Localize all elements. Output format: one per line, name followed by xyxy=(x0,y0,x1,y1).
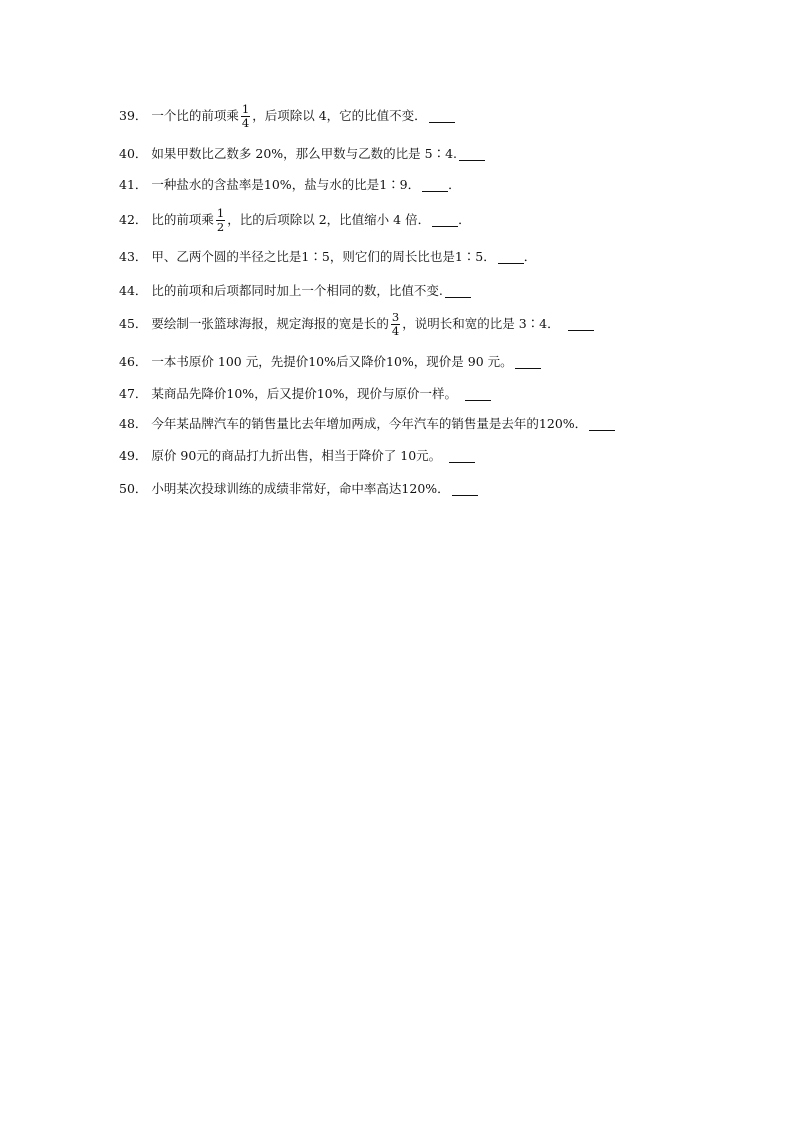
question-42 xyxy=(119,205,471,234)
question-50 xyxy=(119,480,478,498)
question-39 xyxy=(119,101,455,130)
question-number: 47． xyxy=(119,386,148,401)
answer-blank[interactable] xyxy=(445,285,471,298)
question-text: 小明某次投球训练的成绩非常好，命中率高达120%． xyxy=(151,481,450,496)
question-48 xyxy=(119,415,615,433)
question-number: 39． xyxy=(119,108,148,123)
question-41 xyxy=(119,176,461,194)
question-text: 甲、乙两个圆的半径之比是1∶5，则它们的周长比也是1∶5． xyxy=(151,249,496,264)
question-number: 44． xyxy=(119,283,148,298)
answer-blank[interactable] xyxy=(432,214,458,227)
question-text: 原价 90元的商品打九折出售，相当于降价了 10元。 xyxy=(151,448,448,463)
answer-blank[interactable] xyxy=(452,483,478,496)
question-tail: ． xyxy=(458,212,471,227)
question-number: 46． xyxy=(119,354,148,369)
question-number: 42． xyxy=(119,212,148,227)
question-text: 一本书原价 100 元，先提价10%后又降价10%，现价是 90 元。 xyxy=(151,354,513,369)
question-text: 如果甲数比乙数多 20%，那么甲数与乙数的比是 5∶4. xyxy=(151,146,458,161)
fraction-numerator: 1 xyxy=(216,205,225,220)
fraction xyxy=(391,309,400,338)
question-number: 43． xyxy=(119,249,148,264)
question-number: 45． xyxy=(119,316,148,331)
question-44 xyxy=(119,282,471,300)
fraction-numerator: 1 xyxy=(241,101,250,116)
question-text: 某商品先降价10%，后又提价10%，现价与原价一样。 xyxy=(151,386,464,401)
answer-blank[interactable] xyxy=(459,148,485,161)
answer-blank[interactable] xyxy=(465,388,491,401)
question-tail: ． xyxy=(448,177,461,192)
fraction xyxy=(241,101,250,130)
question-text: 比的前项乘 xyxy=(151,212,214,227)
fraction-denominator: 2 xyxy=(216,219,225,234)
question-49 xyxy=(119,447,475,465)
question-number: 49． xyxy=(119,448,148,463)
fraction-numerator: 3 xyxy=(391,309,400,324)
question-number: 40． xyxy=(119,146,148,161)
fraction-denominator: 4 xyxy=(391,323,400,338)
fraction-denominator: 4 xyxy=(241,115,250,130)
question-number: 48． xyxy=(119,416,148,431)
question-tail: ． xyxy=(523,249,537,264)
answer-blank[interactable] xyxy=(589,418,615,431)
question-45 xyxy=(119,309,594,338)
answer-blank[interactable] xyxy=(515,356,541,369)
question-text-continued: ，后项除以 4，它的比值不变． xyxy=(252,108,427,123)
question-text-continued: ，比的后项除以 2，比值缩小 4 倍． xyxy=(227,212,431,227)
answer-blank[interactable] xyxy=(429,110,455,123)
question-number: 41． xyxy=(119,177,148,192)
question-text: 今年某品牌汽车的销售量比去年增加两成，今年汽车的销售量是去年的120%． xyxy=(151,416,588,431)
answer-blank[interactable] xyxy=(498,251,524,264)
question-40 xyxy=(119,145,485,163)
answer-blank[interactable] xyxy=(568,318,594,331)
question-text: 比的前项和后项都同时加上一个相同的数，比值不变. xyxy=(151,283,443,298)
question-43 xyxy=(119,248,536,266)
question-number: 50． xyxy=(119,481,148,496)
question-47 xyxy=(119,385,491,403)
question-text-continued: ，说明长和宽的比是 3∶4． xyxy=(402,316,566,331)
answer-blank[interactable] xyxy=(422,179,448,192)
question-46 xyxy=(119,353,541,371)
question-text: 要绘制一张篮球海报，规定海报的宽是长的 xyxy=(151,316,389,331)
question-text: 一种盐水的含盐率是10%，盐与水的比是1∶9． xyxy=(151,177,421,192)
question-text: 一个比的前项乘 xyxy=(151,108,239,123)
fraction xyxy=(216,205,225,234)
answer-blank[interactable] xyxy=(449,450,475,463)
